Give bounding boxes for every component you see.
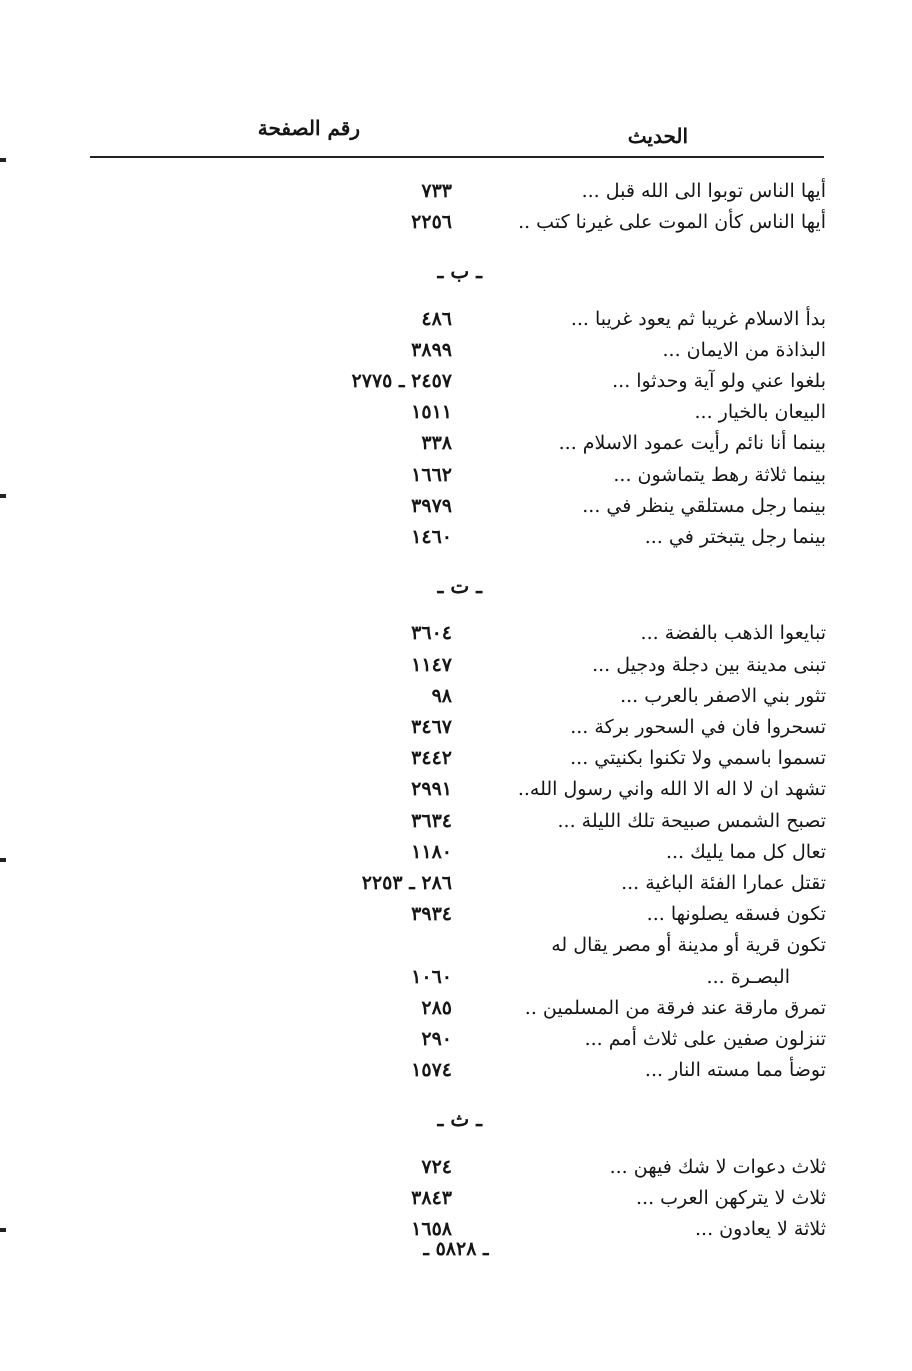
hadith-text: تسموا باسمي ولا تكنوا بكنيتي ... — [570, 747, 826, 770]
page-reference: ١٥١١ — [411, 401, 452, 424]
page-reference: ٩٨ — [431, 684, 452, 707]
index-entry — [0, 806, 912, 836]
hadith-text: تنزلون صفين على ثلاث أمم ... — [584, 1028, 826, 1050]
page-reference: ٢٩٠ — [421, 1028, 452, 1050]
section-letter-heading — [0, 1104, 912, 1134]
hadith-text: تسحروا فان في السحور بركة ... — [570, 716, 826, 738]
page-reference: ٢٨٥ — [421, 996, 452, 1019]
page-reference: ٧٢٤ — [421, 1155, 452, 1178]
hadith-text: تبايعوا الذهب بالفضة ... — [640, 622, 826, 645]
page-reference: ١٤٦٠ — [411, 526, 452, 548]
hadith-text: البصـرة ... — [706, 965, 790, 988]
page-reference: ٣٣٨ — [421, 432, 452, 455]
page-reference: ٢٩٩١ — [411, 778, 452, 801]
index-entry — [0, 335, 912, 365]
hadith-text: بينما ثلاثة رهط يتماشون ... — [613, 463, 826, 486]
index-entry — [0, 397, 912, 427]
section-letter: ـ ت ـ — [437, 574, 482, 599]
page-reference: ٢٤٥٧ ـ ٢٧٧٥ — [351, 370, 452, 392]
edge-mark — [0, 1228, 6, 1232]
hadith-text: البذاذة من الايمان ... — [662, 338, 826, 361]
index-entry — [0, 618, 912, 648]
index-entry — [0, 207, 912, 237]
index-entry — [0, 522, 912, 552]
page-number-column-header: رقم الصفحة — [257, 116, 360, 140]
index-entry — [0, 491, 912, 521]
index-entry — [0, 460, 912, 490]
page-reference: ٤٨٦ — [421, 307, 452, 330]
page-footer-number — [0, 1238, 912, 1260]
hadith-text: تثور بني الاصفر بالعرب ... — [620, 684, 826, 707]
hadith-column-header: الحديث — [627, 124, 688, 148]
section-letter-heading — [0, 256, 912, 286]
index-entry — [0, 1183, 912, 1213]
page-reference: ١٦٦٢ — [411, 463, 452, 486]
page-reference: ٣٤٦٧ — [411, 716, 452, 738]
hadith-text: توضأ مما مسته النار ... — [644, 1059, 826, 1082]
page-reference: ٣٩٧٩ — [411, 494, 452, 517]
hadith-text: أيها الناس كأن الموت على غيرنا كتب .. — [518, 211, 826, 234]
page-reference: ١٥٧٤ — [411, 1059, 452, 1082]
hadith-text: تشهد ان لا اله الا الله واني رسول الله.. — [517, 778, 826, 801]
page-reference: ٣٩٣٤ — [411, 903, 452, 926]
page-reference: ٣٦٠٤ — [411, 622, 452, 645]
hadith-text: أيها الناس توبوا الى الله قبل ... — [581, 180, 826, 202]
section-letter: ـ ث ـ — [437, 1107, 482, 1132]
index-entry — [0, 1152, 912, 1182]
page-reference: ٣٦٣٤ — [411, 809, 452, 832]
page-reference: ٢٨٦ ـ ٢٢٥٣ — [361, 872, 452, 894]
edge-mark — [0, 858, 6, 862]
edge-mark — [0, 158, 6, 162]
hadith-text: بينما أنا نائم رأيت عمود الاسلام ... — [558, 432, 826, 455]
hadith-text: تكون قرية أو مدينة أو مصر يقال له — [551, 934, 826, 957]
page-reference: ٧٣٣ — [421, 180, 452, 202]
hadith-text: البيعان بالخيار ... — [694, 401, 826, 424]
index-entry — [0, 899, 912, 929]
hadith-text: تصبح الشمس صبيحة تلك الليلة ... — [557, 809, 826, 832]
hadith-text: تقتل عمارا الفئة الباغية ... — [621, 872, 826, 894]
hadith-text: بينما رجل مستلقي ينظر في ... — [582, 494, 826, 517]
index-entry — [0, 428, 912, 458]
hadith-text: تعال كل مما يليك ... — [665, 840, 826, 863]
index-entry — [0, 868, 912, 898]
index-entry — [0, 962, 912, 992]
footer-page-number: ـ ٥٨٢٨ ـ — [423, 1238, 489, 1260]
index-entry — [0, 712, 912, 742]
hadith-text: ثلاث دعوات لا شك فيهن ... — [609, 1155, 826, 1178]
index-entry — [0, 837, 912, 867]
page-reference: ٣٨٤٣ — [411, 1186, 452, 1209]
index-entry — [0, 176, 912, 206]
page-reference: ١١٨٠ — [411, 840, 452, 863]
section-letter-heading — [0, 571, 912, 601]
index-entry — [0, 1055, 912, 1085]
page-reference: ٣٤٤٢ — [411, 747, 452, 770]
page-reference: ١٠٦٠ — [411, 965, 452, 988]
page-reference: ٢٢٥٦ — [411, 211, 452, 234]
index-entry — [0, 1024, 912, 1054]
index-entry — [0, 681, 912, 711]
page-reference: ٣٨٩٩ — [411, 338, 452, 361]
hadith-text: تبنى مدينة بين دجلة ودجيل ... — [592, 653, 826, 676]
hadith-text: بلغوا عني ولو آية وحدثوا ... — [612, 370, 826, 392]
hadith-text: ثلاث لا يتركهن العرب ... — [636, 1186, 826, 1209]
index-entry — [0, 366, 912, 396]
header-rule — [90, 156, 824, 158]
hadith-text: تكون فسقه يصلونها ... — [646, 903, 826, 926]
page-reference: ١٦٥٨ — [411, 1218, 452, 1240]
index-entry — [0, 774, 912, 804]
index-entry — [0, 993, 912, 1023]
index-entry — [0, 650, 912, 680]
hadith-text: بينما رجل يتبختر في ... — [644, 526, 826, 548]
index-entry — [0, 743, 912, 773]
section-letter: ـ ب ـ — [437, 259, 482, 284]
index-entry — [0, 930, 912, 960]
page-reference: ١١٤٧ — [411, 653, 452, 676]
hadith-text: تمرق مارقة عند فرقة من المسلمين .. — [524, 996, 826, 1019]
index-entry — [0, 304, 912, 334]
hadith-text: بدأ الاسلام غريبا ثم يعود غريبا ... — [570, 307, 826, 330]
edge-mark — [0, 494, 6, 498]
hadith-text: ثلاثة لا يعادون ... — [694, 1218, 826, 1240]
